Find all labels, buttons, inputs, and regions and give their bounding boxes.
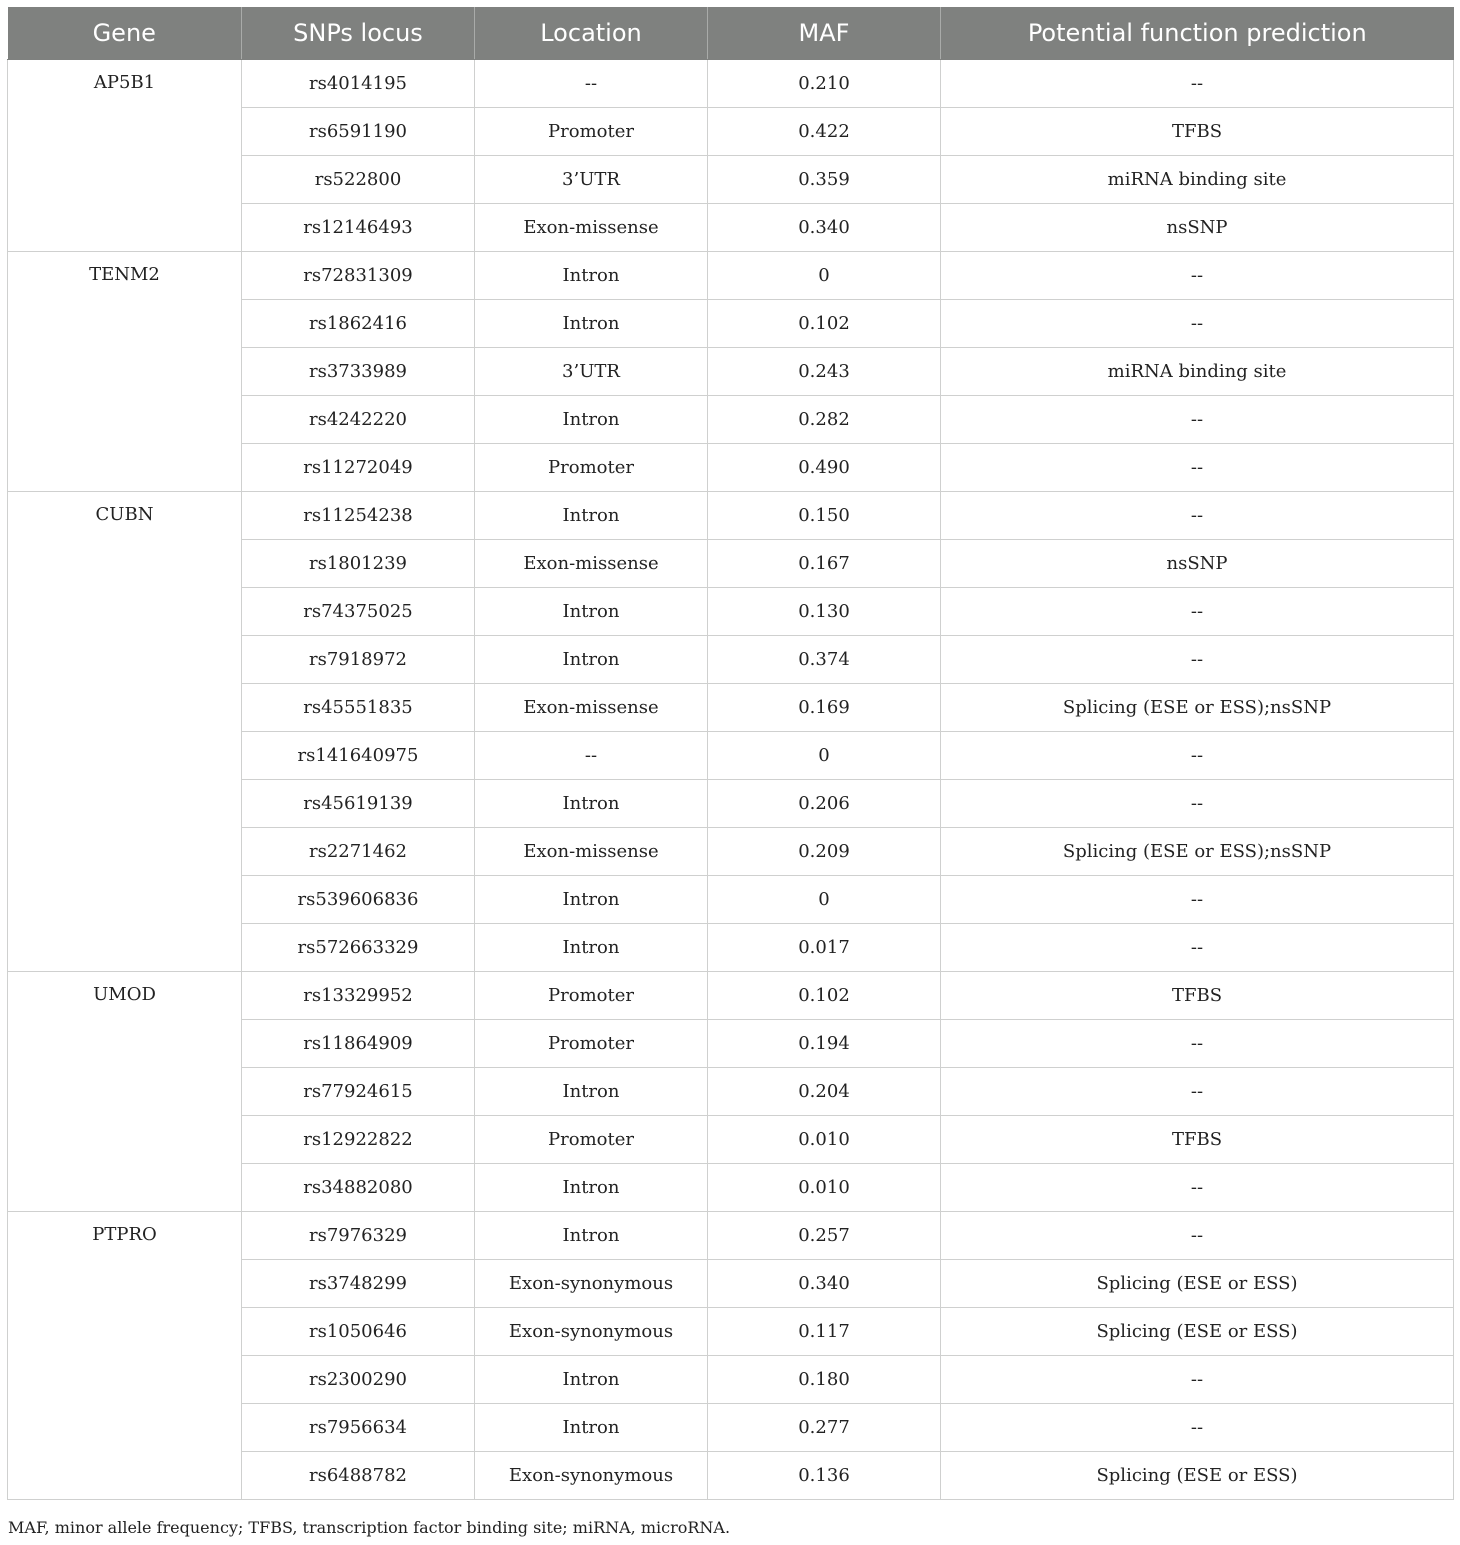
maf-cell: 0.243 <box>708 348 941 396</box>
function-cell: -- <box>941 732 1454 780</box>
table-row <box>8 1212 1454 1260</box>
function-cell: -- <box>941 60 1454 108</box>
table-header <box>8 7 1454 60</box>
function-cell: -- <box>941 444 1454 492</box>
function-cell: -- <box>941 1068 1454 1116</box>
maf-cell: 0.422 <box>708 108 941 156</box>
maf-cell: 0.136 <box>708 1452 941 1500</box>
location-cell: Exon-synonymous <box>475 1452 708 1500</box>
function-cell: -- <box>941 588 1454 636</box>
snp-locus-cell: rs12922822 <box>242 1116 475 1164</box>
location-cell: Intron <box>475 492 708 540</box>
maf-cell: 0.277 <box>708 1404 941 1452</box>
table-row <box>8 492 1454 540</box>
location-cell: -- <box>475 60 708 108</box>
location-cell: Intron <box>475 876 708 924</box>
maf-cell: 0.340 <box>708 204 941 252</box>
location-cell: Intron <box>475 780 708 828</box>
gene-cell: AP5B1 <box>8 60 242 252</box>
function-cell: -- <box>941 252 1454 300</box>
function-cell: nsSNP <box>941 204 1454 252</box>
function-cell: -- <box>941 780 1454 828</box>
function-cell: -- <box>941 396 1454 444</box>
function-cell: -- <box>941 1164 1454 1212</box>
location-cell: Promoter <box>475 1116 708 1164</box>
location-cell: Intron <box>475 588 708 636</box>
table-row <box>8 972 1454 1020</box>
header-row <box>8 7 1454 60</box>
gene-cell: UMOD <box>8 972 242 1212</box>
maf-cell: 0.150 <box>708 492 941 540</box>
snp-locus-cell: rs74375025 <box>242 588 475 636</box>
snp-locus-cell: rs522800 <box>242 156 475 204</box>
snp-locus-cell: rs539606836 <box>242 876 475 924</box>
function-cell: -- <box>941 636 1454 684</box>
location-cell: Exon-synonymous <box>475 1260 708 1308</box>
snp-locus-cell: rs11864909 <box>242 1020 475 1068</box>
function-cell: miRNA binding site <box>941 156 1454 204</box>
snp-locus-cell: rs2271462 <box>242 828 475 876</box>
function-cell: -- <box>941 492 1454 540</box>
gene-cell: TENM2 <box>8 252 242 492</box>
snp-locus-cell: rs45551835 <box>242 684 475 732</box>
table-body <box>8 60 1454 1500</box>
location-cell: Intron <box>475 924 708 972</box>
snp-locus-cell: rs4242220 <box>242 396 475 444</box>
maf-cell: 0 <box>708 732 941 780</box>
snp-locus-cell: rs141640975 <box>242 732 475 780</box>
location-cell: Intron <box>475 1404 708 1452</box>
function-cell: TFBS <box>941 1116 1454 1164</box>
function-cell: Splicing (ESE or ESS) <box>941 1260 1454 1308</box>
function-cell: -- <box>941 300 1454 348</box>
maf-cell: 0.102 <box>708 300 941 348</box>
snp-locus-cell: rs34882080 <box>242 1164 475 1212</box>
location-cell: Promoter <box>475 444 708 492</box>
location-cell: Exon-missense <box>475 204 708 252</box>
maf-cell: 0.130 <box>708 588 941 636</box>
snp-locus-cell: rs3733989 <box>242 348 475 396</box>
function-cell: Splicing (ESE or ESS);nsSNP <box>941 684 1454 732</box>
header-maf: MAF <box>708 7 941 60</box>
function-cell: -- <box>941 924 1454 972</box>
maf-cell: 0.017 <box>708 924 941 972</box>
location-cell: Intron <box>475 252 708 300</box>
location-cell: Intron <box>475 1068 708 1116</box>
location-cell: Exon-synonymous <box>475 1308 708 1356</box>
snp-locus-cell: rs7976329 <box>242 1212 475 1260</box>
snp-locus-cell: rs72831309 <box>242 252 475 300</box>
function-cell: Splicing (ESE or ESS);nsSNP <box>941 828 1454 876</box>
snp-locus-cell: rs12146493 <box>242 204 475 252</box>
maf-cell: 0.204 <box>708 1068 941 1116</box>
function-cell: TFBS <box>941 108 1454 156</box>
function-cell: -- <box>941 1020 1454 1068</box>
maf-cell: 0 <box>708 252 941 300</box>
location-cell: Promoter <box>475 972 708 1020</box>
snp-locus-cell: rs7956634 <box>242 1404 475 1452</box>
location-cell: Exon-missense <box>475 828 708 876</box>
location-cell: Intron <box>475 1164 708 1212</box>
maf-cell: 0.010 <box>708 1116 941 1164</box>
snp-locus-cell: rs4014195 <box>242 60 475 108</box>
maf-cell: 0.209 <box>708 828 941 876</box>
snp-locus-cell: rs3748299 <box>242 1260 475 1308</box>
maf-cell: 0.210 <box>708 60 941 108</box>
header-snps-locus: SNPs locus <box>242 7 475 60</box>
table-footnote: MAF, minor allele frequency; TFBS, transcription factor binding site; miRNA, microRNA. <box>8 1518 731 1537</box>
table-row <box>8 252 1454 300</box>
location-cell: Intron <box>475 636 708 684</box>
location-cell: Intron <box>475 300 708 348</box>
snp-locus-cell: rs2300290 <box>242 1356 475 1404</box>
maf-cell: 0.374 <box>708 636 941 684</box>
gene-cell: PTPRO <box>8 1212 242 1500</box>
header-gene: Gene <box>8 7 242 60</box>
snp-locus-cell: rs572663329 <box>242 924 475 972</box>
location-cell: 3’UTR <box>475 348 708 396</box>
location-cell: Promoter <box>475 108 708 156</box>
function-cell: nsSNP <box>941 540 1454 588</box>
snp-locus-cell: rs77924615 <box>242 1068 475 1116</box>
location-cell: Intron <box>475 1212 708 1260</box>
maf-cell: 0.102 <box>708 972 941 1020</box>
maf-cell: 0.282 <box>708 396 941 444</box>
maf-cell: 0.117 <box>708 1308 941 1356</box>
snp-locus-cell: rs6591190 <box>242 108 475 156</box>
snp-table <box>7 7 1454 1500</box>
snp-locus-cell: rs6488782 <box>242 1452 475 1500</box>
function-cell: -- <box>941 876 1454 924</box>
location-cell: Exon-missense <box>475 540 708 588</box>
function-cell: -- <box>941 1356 1454 1404</box>
function-cell: miRNA binding site <box>941 348 1454 396</box>
location-cell: Exon-missense <box>475 684 708 732</box>
gene-cell: CUBN <box>8 492 242 972</box>
location-cell: -- <box>475 732 708 780</box>
function-cell: TFBS <box>941 972 1454 1020</box>
snp-locus-cell: rs45619139 <box>242 780 475 828</box>
location-cell: 3’UTR <box>475 156 708 204</box>
header-function-prediction: Potential function prediction <box>941 7 1454 60</box>
location-cell: Promoter <box>475 1020 708 1068</box>
maf-cell: 0.257 <box>708 1212 941 1260</box>
maf-cell: 0.490 <box>708 444 941 492</box>
location-cell: Intron <box>475 1356 708 1404</box>
table-row <box>8 60 1454 108</box>
maf-cell: 0.010 <box>708 1164 941 1212</box>
snp-locus-cell: rs1862416 <box>242 300 475 348</box>
snp-locus-cell: rs11254238 <box>242 492 475 540</box>
location-cell: Intron <box>475 396 708 444</box>
function-cell: -- <box>941 1404 1454 1452</box>
maf-cell: 0.167 <box>708 540 941 588</box>
snp-locus-cell: rs1050646 <box>242 1308 475 1356</box>
maf-cell: 0.359 <box>708 156 941 204</box>
snp-locus-cell: rs13329952 <box>242 972 475 1020</box>
maf-cell: 0 <box>708 876 941 924</box>
function-cell: Splicing (ESE or ESS) <box>941 1308 1454 1356</box>
maf-cell: 0.194 <box>708 1020 941 1068</box>
header-location: Location <box>475 7 708 60</box>
maf-cell: 0.169 <box>708 684 941 732</box>
maf-cell: 0.206 <box>708 780 941 828</box>
maf-cell: 0.340 <box>708 1260 941 1308</box>
function-cell: -- <box>941 1212 1454 1260</box>
snp-locus-cell: rs1801239 <box>242 540 475 588</box>
snp-locus-cell: rs11272049 <box>242 444 475 492</box>
maf-cell: 0.180 <box>708 1356 941 1404</box>
snp-locus-cell: rs7918972 <box>242 636 475 684</box>
function-cell: Splicing (ESE or ESS) <box>941 1452 1454 1500</box>
